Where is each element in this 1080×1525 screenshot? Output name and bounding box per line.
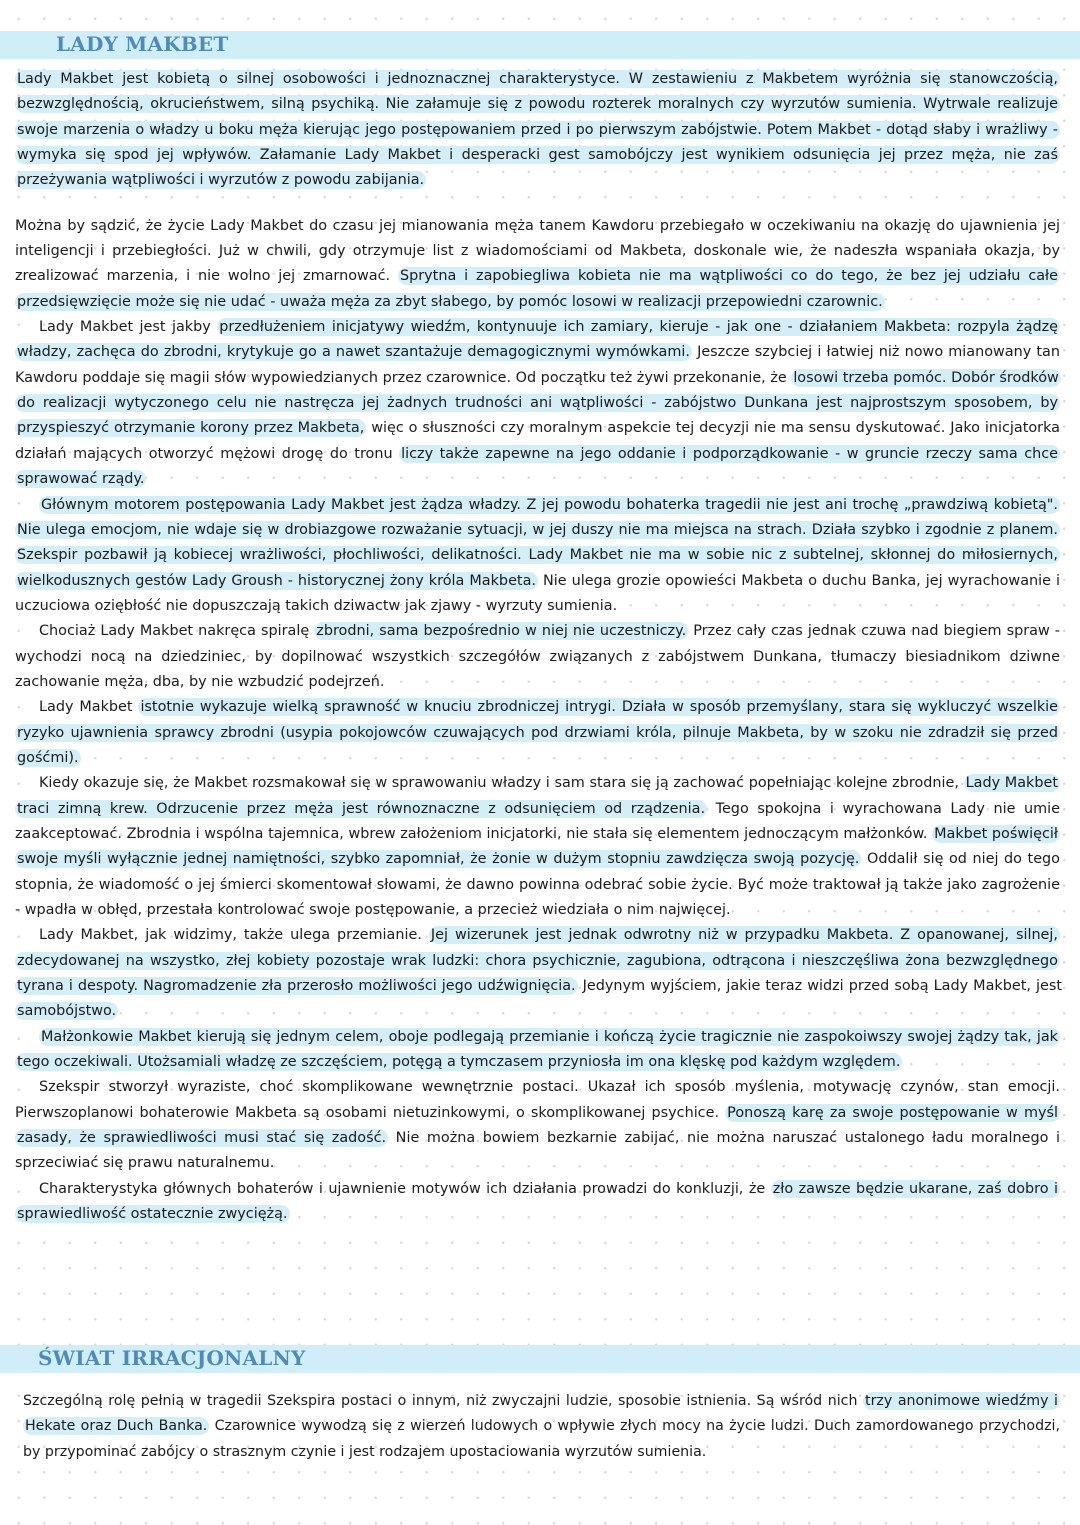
text: Można by sądzić, że życie Lady Makbet do czasu jej mianowania męża tanem Kawdoru przebiegało w oczekiwaniu na okazję do ujawnienia jej inteligencji i przebiegłości. Już w chwili, gdy otrzymuje list z wiadomościami od Makbeta, doskonale wie, że nadeszła wspaniała okazja, by zrealizować marzenia, i nie wolno jej zmarnować. bbox=[15, 217, 1060, 285]
text: Charakterystyka głównych bohaterów i ujawnienie motywów ich działania prowadzi do konkluzji, że bbox=[39, 1180, 771, 1197]
text: Lady Makbet jest jakby bbox=[39, 319, 218, 336]
paragraph bbox=[23, 1389, 1060, 1465]
highlighted-text: istotnie wykazuje wielką sprawność w knuciu zbrodniczej intrygi. Działa w sposób przemyślany, stara się wykluczyć wszelkie ryzyko ujawnienia sprawcy zbrodni (usypia pokojowców czuwających pod drzwiami króla, pilnuje Makbeta, by w szoku nie zdradził się przed gośćmi). bbox=[17, 699, 1058, 766]
highlighted-text: Makbet poświęcił swoje myśli wyłącznie jednej namiętności, szybko zapomniał, że żonie w dużym stopniu zawdzięcza swoją pozycję. bbox=[17, 825, 1058, 868]
text: Szekspir stworzył wyraziste, choć skomplikowane wewnętrznie postaci. Ukazał ich sposób myślenia, motywację czynów, stan emocji. Pierwszoplanowi bohaterowie Makbeta są osobami nietuzinkowymi, o skomplikowanej psychice. bbox=[15, 1079, 1060, 1121]
text: Nie ulega grozie opowieści Makbeta o duchu Banka, jej wyrachowanie i uczuciowa oziębłość nie dopuszczają takich dziwactw jak zjawy - wyrzuty sumienia. bbox=[15, 572, 1060, 614]
highlighted-text: Małżonkowie Makbet kierują się jednym celem, oboje podlegają przemianie i kończą życie tragicznie nie zaspokoiwszy swojej żądzy tak, jak tego oczekiwali. Utożsamiali władzę ze szczęściem, potęgą a tymczasem przyniosła im ona klęskę pod każdym względem. bbox=[17, 1028, 1058, 1071]
highlighted-text: trzy anonimowe wiedźmy i Hekate oraz Duch Banka. bbox=[25, 1393, 1058, 1435]
paragraph bbox=[15, 1025, 1060, 1076]
highlighted-text: Jej wizerunek jest jednak odwrotny niż w przypadku Makbeta. Z opanowanej, silnej, zdecydowanej na wszystko, złej kobiety pozostaje wrak ludzki: chora psychicznie, zagubiona, odtrącona i nieszczęśliwa żona bezwzględnego tyrana i despoty. Nagromadzenie zła przerosło możliwości jego udźwignięcia. bbox=[17, 927, 1058, 995]
highlighted-text: Głównym motorem postępowania Lady Makbet jest żądza władzy. Z jej powodu bohaterka tragedii nie jest ani trochę „prawdziwą kobietą". Nie ulega emocjom, nie wdaje się w drobiazgowe rozważanie sytuacji, w jej duszy nie ma miejsca na strach. Działa szybko i zgodnie z planem. Szekspir pozbawił ją kobiecej wrażliwości, płochliwości, delikatności. Lady Makbet nie ma w sobie nic z subtelnej, skłonnej do miłosiernych, wielkodusznych gestów Lady Groush - historycznej żony króla Makbeta. bbox=[17, 496, 1058, 589]
paragraph bbox=[15, 1075, 1060, 1176]
text: Szczególną rolę pełnią w tragedii Szekspira postaci o innym, niż zwyczajni ludzie, sposobie istnienia. Są wśród nich bbox=[23, 1393, 864, 1409]
text: Chociaż Lady Makbet nakręca spiralę bbox=[39, 623, 315, 640]
paragraph bbox=[15, 619, 1060, 695]
paragraph bbox=[15, 771, 1060, 923]
paragraph bbox=[15, 695, 1060, 771]
lady-makbet-body bbox=[15, 67, 1060, 1227]
swiat-irracjonalny-body bbox=[23, 1389, 1060, 1465]
paragraph bbox=[15, 493, 1060, 620]
text: Lady Makbet, jak widzimy, także ulega przemianie. bbox=[39, 927, 429, 944]
text: Przez cały czas jednak czuwa nad biegiem spraw - wychodzi nocą na dziedziniec, by dopilnować wszystkich szczegółów związanych z zabójstwem Dunkana, tłumaczy biesiadnikom dziwne zachowanie męża, dba, by nie wzbudzić podejrzeń. bbox=[15, 623, 1060, 690]
paragraph bbox=[15, 67, 1060, 194]
highlighted-text: liczy także zapewne na jego oddanie i podporządkowanie - w gruncie rzeczy sama chce sprawować rządy. bbox=[17, 445, 1058, 488]
highlighted-text: Lady Makbet traci zimną krew. Odrzucenie przez męża jest równoznaczne z odsunięciem od rządzenia. bbox=[17, 775, 1058, 817]
text: Nie można bowiem bezkarnie zabijać, nie można naruszać ustalonego ładu moralnego i sprzeciwiać się prawu naturalnemu. bbox=[15, 1130, 1060, 1172]
text: więc o słuszności czy moralnym aspekcie tej decyzji nie ma sensu dyskutować. Jako inicjatorka działań mających otworzyć mężowi drogę do tronu bbox=[15, 420, 1060, 462]
text: Czarownice wywodzą się z wierzeń ludowych o wpływie złych mocy na życie ludzi. Duch zamordowanego przychodzi, by przypominać zabójcy o strasznym czynie i jest rodzajem upostaciowania wyrzutów sumienia. bbox=[23, 1418, 1060, 1460]
highlighted-text: zło zawsze będzie ukarane, zaś dobro i sprawiedliwość ostatecznie zwyciężą. bbox=[17, 1180, 1058, 1223]
paragraph bbox=[15, 1177, 1060, 1228]
highlighted-text: Lady Makbet jest kobietą o silnej osobowości i jednoznacznej charakterystyce. W zestawieniu z Makbetem wyróżnia się stanowczością, bezwzględnością, okrucieństwem, silną psychiką. Nie załamuje się z powodu rozterek moralnych czy wyrzutów sumienia. Wytrwale realizuje swoje marzenia o władzy u boku męża kierując jego postępowaniem przed i po pierwszym zabójstwie. Potem Makbet - dotąd słaby i wrażliwy - wymyka się spod jej wpływów. Załamanie Lady Makbet i desperacki gest samobójczy jest wynikiem odsunięcia jej przez męża, nie zaś przeżywania wątpliwości i wyrzutów z powodu zabijania. bbox=[17, 71, 1058, 189]
highlighted-text: przedłużeniem inicjatywy wiedźm, kontynuuje ich zamiary, kieruje - jak one - działaniem Makbeta: rozpyla żądzę władzy, zachęca do zbrodni, krytykuje go a nawet szantażuje demagogicznymi wymówkami. bbox=[17, 319, 1059, 361]
paragraph bbox=[15, 214, 1060, 315]
highlighted-text: zbrodni, sama bezpośrednio w niej nie uczestniczy. bbox=[316, 623, 687, 640]
text: Jeszcze szybciej i łatwiej niż nowo mianowany tan Kawdoru poddaje się magii słów wypowiedzianych przez czarownice. Od początku też żywi przekonanie, że bbox=[15, 344, 1060, 386]
section-heading-lady-makbet: LADY MAKBET bbox=[56, 32, 229, 56]
text: Lady Makbet bbox=[39, 699, 139, 716]
paragraph bbox=[15, 923, 1060, 1024]
text: Kiedy okazuje się, że Makbet rozsmakował się w sprawowaniu władzy i sam stara się ją zachować popełniając kolejne zbrodnie, bbox=[39, 775, 964, 792]
paragraph bbox=[15, 315, 1060, 492]
highlighted-text: samobójstwo. bbox=[17, 1003, 117, 1020]
text: Jedynym wyjściem, jakie teraz widzi przed sobą Lady Makbet, jest bbox=[577, 978, 1062, 995]
highlighted-text: losowi trzeba pomóc. Dobór środków do realizacji wytyczonego celu nie nastręcza jej żadnych trudności ani wątpliwości - zabójstwo Dunkana jest najprostszym sposobem, by przyspieszyć otrzymanie korony przez Makbeta, bbox=[17, 369, 1059, 437]
highlighted-text: Sprytna i zapobiegliwa kobieta nie ma wątpliwości co do tego, że bez jej udziału całe przedsięwzięcie może się nie udać - uważa męża za zbyt słabego, by pomóc losowi w realizacji przepowiedni czarownic. bbox=[17, 268, 1058, 310]
text: Tego spokojna i wyrachowana Lady nie umie zaakceptować. Zbrodnia i wspólna tajemnica, wbrew założeniom inicjatorki, nie stała się elementem jednoczącym małżonków. bbox=[15, 800, 1060, 842]
section-heading-swiat-irracjonalny: ŚWIAT IRRACJONALNY bbox=[38, 1346, 306, 1370]
highlighted-text: Ponoszą karę za swoje postępowanie w myśl zasady, że sprawiedliwości musi stać się zadość. bbox=[17, 1104, 1058, 1147]
text: Oddalił się od niej do tego stopnia, że wiadomość o jej śmierci skomentował słowami, że dawno powinna odebrać sobie życie. Być może traktował ją także jako zagrożenie - wpadła w obłęd, przestała kontrolować swoje postępowanie, a przecież wiedziała o nim najwięcej. bbox=[15, 851, 1060, 918]
